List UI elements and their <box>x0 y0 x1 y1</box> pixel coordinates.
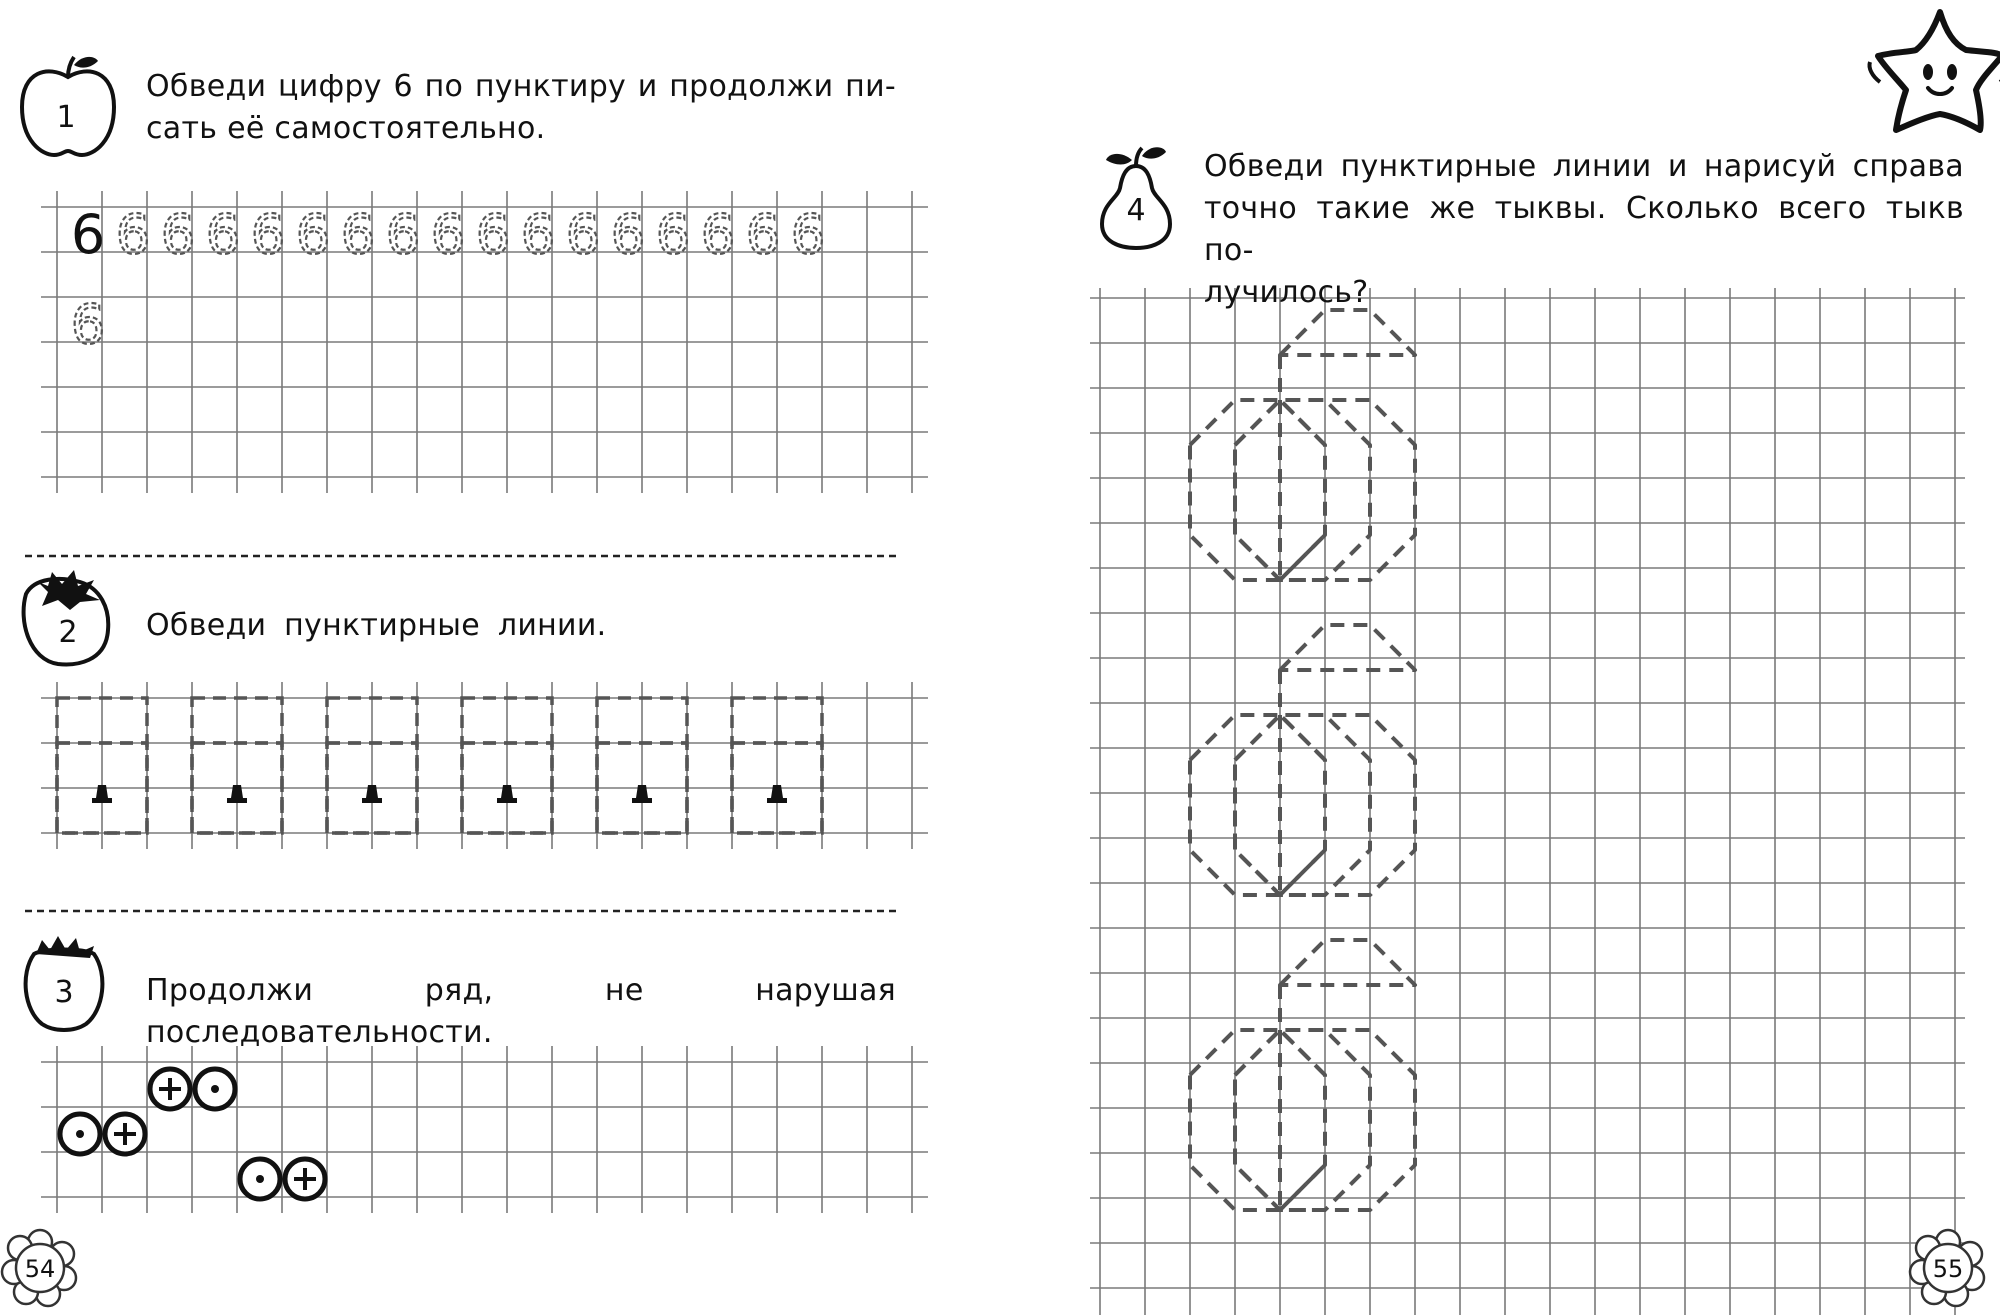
plus-circle-symbol <box>150 1069 190 1109</box>
task-number: 4 <box>1126 193 1146 228</box>
digit-traced: 6 <box>160 203 196 266</box>
digit-traced: 6 <box>565 203 601 266</box>
task1-instruction-line1: Обведи цифру 6 по пунктиру и продолжи пи- <box>146 69 896 104</box>
writing-grid-task4 <box>1090 288 1965 1315</box>
dot-circle-symbol <box>195 1069 235 1109</box>
strawberry-icon <box>24 570 109 664</box>
pumpkin-inner-right <box>1280 715 1325 895</box>
task4-instruction-line2: точно такие же тыквы. Сколько всего тыкв по- <box>1204 191 1964 268</box>
digit-traced: 6 <box>430 203 466 266</box>
task3-instruction-text: Продолжи ряд, не нарушая последовательности. <box>146 973 896 1050</box>
pumpkin-inner-right <box>1280 400 1325 580</box>
pumpkin-drawings <box>1190 310 1415 1210</box>
digit-traced: 6 <box>70 293 106 356</box>
digit-traced: 6 <box>745 203 781 266</box>
task-number: 3 <box>54 975 74 1010</box>
pumpkin-cap <box>1280 625 1415 670</box>
digit-traced: 6 <box>610 203 646 266</box>
plus-circle-symbol <box>105 1114 145 1154</box>
digit-traced: 6 <box>520 203 556 266</box>
digit-traced: 6 <box>790 203 826 266</box>
task4-instruction-line3: лучилось? <box>1204 275 1369 310</box>
pumpkin <box>1190 625 1415 895</box>
pumpkin-inner-right <box>1280 1030 1325 1210</box>
task2-instruction <box>146 605 896 647</box>
task1-instruction-line2: сать её самостоятельно. <box>146 111 546 146</box>
digit-traced: 6 <box>385 203 421 266</box>
dashed-figure-row <box>57 698 822 833</box>
digit-traced: 6 <box>340 203 376 266</box>
raspberry-icon <box>26 936 103 1030</box>
writing-grid-task2 <box>41 682 928 849</box>
pear-icon <box>1102 147 1170 248</box>
page-number-badge-left <box>2 1230 76 1306</box>
task3-instruction <box>146 970 896 1054</box>
digit-solid: 6 <box>70 203 106 266</box>
pumpkin <box>1190 310 1415 580</box>
dot-circle-symbol <box>60 1114 100 1154</box>
page-number: 54 <box>24 1255 56 1283</box>
digit-traced: 6 <box>250 203 286 266</box>
digit-traced: 6 <box>475 203 511 266</box>
task2-instruction-text: Обведи пунктирные линии. <box>146 608 607 643</box>
pumpkin-outer <box>1190 715 1415 895</box>
task4-instruction <box>1204 146 1964 314</box>
plus-circle-symbol <box>285 1159 325 1199</box>
task1-instruction <box>146 66 896 150</box>
pumpkin-cap <box>1280 940 1415 985</box>
task4-instruction-line1: Обведи пунктирные линии и нарисуй справа <box>1204 149 1964 184</box>
digit-traced: 6 <box>115 203 151 266</box>
digit-traced: 6 <box>700 203 736 266</box>
digit-traced: 6 <box>205 203 241 266</box>
page-number: 55 <box>1932 1255 1964 1283</box>
page-number-badge-right <box>1910 1230 1984 1306</box>
pumpkin-outer <box>1190 400 1415 580</box>
pumpkin-cap <box>1280 310 1415 355</box>
digit-traced: 6 <box>655 203 691 266</box>
pumpkin <box>1190 940 1415 1210</box>
task-number: 2 <box>58 615 78 650</box>
pumpkin-outer <box>1190 1030 1415 1210</box>
task-number: 1 <box>56 100 76 135</box>
apple-icon <box>22 57 114 155</box>
digit-traced: 6 <box>295 203 331 266</box>
dot-circle-symbol <box>240 1159 280 1199</box>
star-face-icon <box>1869 12 2000 130</box>
digit-trace-row <box>71 203 825 356</box>
